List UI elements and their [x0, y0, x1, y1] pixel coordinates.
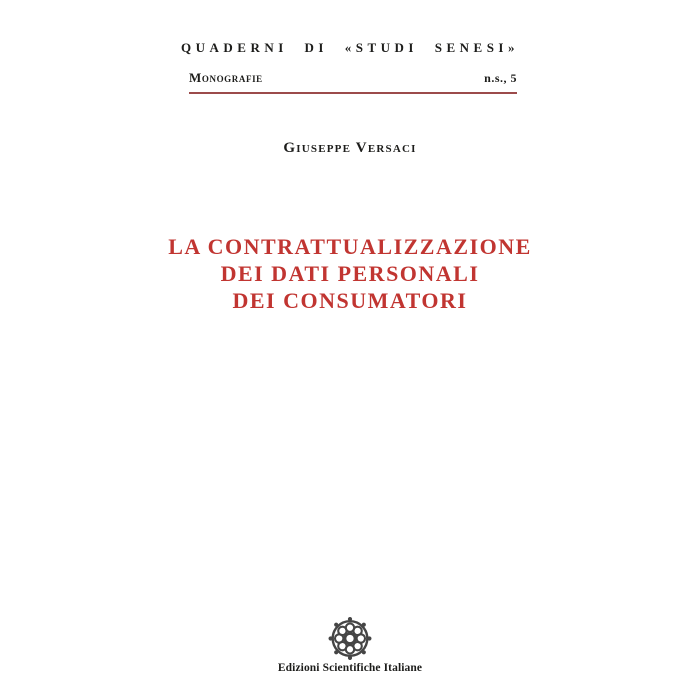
book-title	[0, 233, 700, 314]
author-name: Giuseppe Versaci	[283, 140, 417, 156]
publisher-rosette-logo-icon	[328, 616, 372, 661]
series-title: QUADERNI DI «STUDI SENESI»	[181, 40, 519, 55]
publisher-name: Edizioni Scientifiche Italiane	[277, 662, 423, 674]
series-info-row	[189, 70, 517, 86]
book-title-line-3: DEI CONSUMATORI	[232, 288, 468, 313]
book-title-line-2: DEI DATI PERSONALI	[220, 261, 480, 286]
book-title-line-1: LA CONTRATTUALIZZAZIONE	[168, 234, 532, 259]
series-subtitle: Monografie	[189, 70, 263, 85]
header-rule-divider	[189, 92, 517, 94]
series-issue-number: n.s., 5	[484, 71, 517, 85]
rosette-inner-band	[335, 624, 365, 654]
